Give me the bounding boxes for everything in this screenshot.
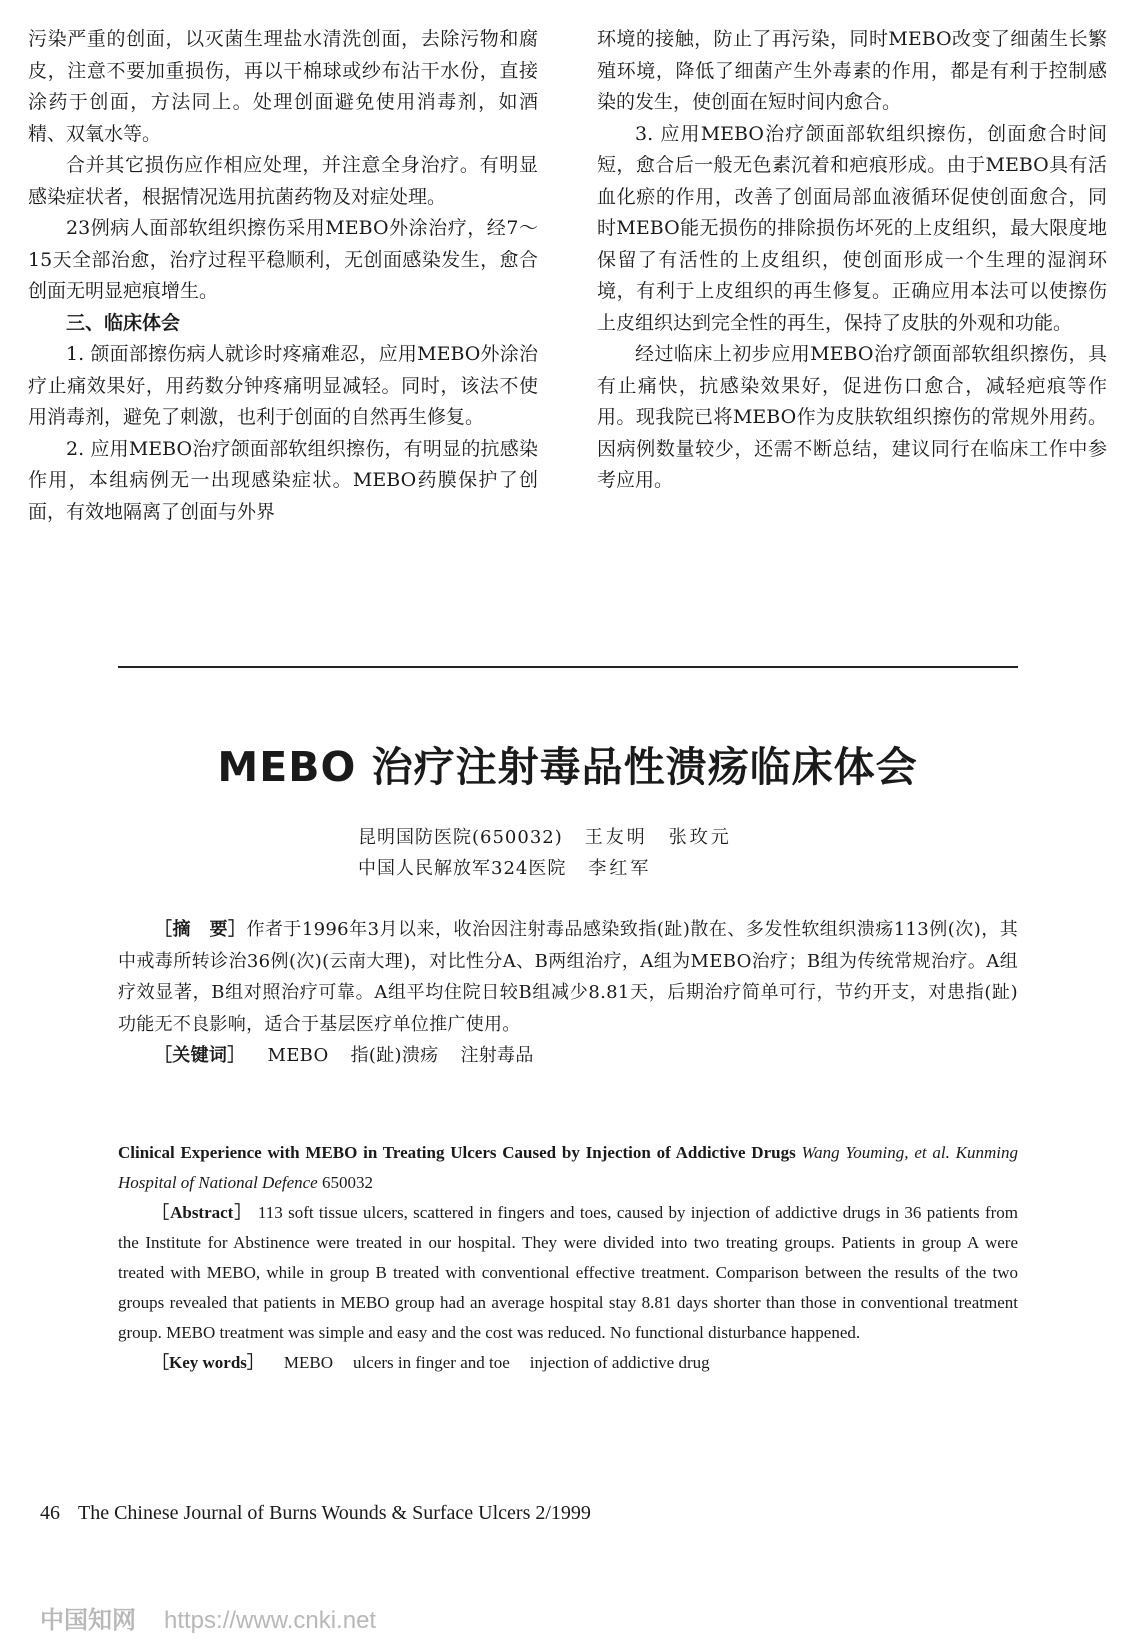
left-column bbox=[28, 24, 538, 528]
english-keyword: ulcers in finger and toe bbox=[353, 1353, 510, 1372]
keywords-label: ［关键词］ bbox=[154, 1045, 246, 1066]
paragraph: 2. 应用MEBO治疗颌面部软组织擦伤，有明显的抗感染作用，本组病例无一出现感染症状。MEBO药膜保护了创面，有效地隔离了创面与外界 bbox=[28, 437, 538, 523]
english-keyword: MEBO bbox=[283, 1353, 334, 1372]
paragraph: 1. 颌面部擦伤病人就诊时疼痛难忍，应用MEBO外涂治疗止痛效果好，用药数分钟疼痛明显减轻。同时，该法不使用消毒剂，避免了刺激，也利于创面的自然再生修复。 bbox=[28, 343, 538, 428]
keyword: 指(趾)溃疡 bbox=[350, 1045, 439, 1066]
abstract-text: 作者于1996年3月以来，收治因注射毒品感染致指(趾)散在、多发性软组织溃疡113例(次)，其中戒毒所转诊治36例(次)(云南大理)，对比性分A、B两组治疗，A组为MEBO治疗；B组为传统常规治疗。A组疗效显著，B组对照治疗可靠。A组平均住院日较B组减少8.81天，后期治疗简单可行，节约开支，对患指(趾)功能无不良影响，适合于基层医疗单位推广使用。 bbox=[118, 919, 1018, 1035]
author-names: 李红军 bbox=[588, 858, 652, 879]
paragraph: 合并其它损伤应作相应处理，并注意全身治疗。有明显感染症状者，根据情况选用抗菌药物及对症处理。 bbox=[28, 154, 538, 208]
section-heading: 三、临床体会 bbox=[66, 311, 181, 334]
english-keyword: injection of addictive drug bbox=[529, 1353, 710, 1372]
right-column bbox=[597, 24, 1107, 497]
english-institution: Kunming Hospital of National Defence bbox=[118, 1143, 1018, 1192]
journal-name: The Chinese Journal of Burns Wounds & Surface Ulcers 2/1999 bbox=[78, 1502, 591, 1524]
cnki-url: https://www.cnki.net bbox=[164, 1607, 377, 1634]
byline-1 bbox=[358, 824, 732, 852]
keyword: 注射毒品 bbox=[460, 1045, 534, 1066]
article-divider bbox=[118, 666, 1018, 668]
paragraph: 23例病人面部软组织擦伤采用MEBO外涂治疗，经7～15天全部治愈，治疗过程平稳顺利，无创面感染发生，愈合创面无明显疤痕增生。 bbox=[28, 217, 538, 302]
chinese-abstract bbox=[118, 914, 1018, 1072]
english-abstract bbox=[118, 1138, 1018, 1378]
english-keywords-label: ［Key words］ bbox=[152, 1353, 264, 1372]
cnki-watermark bbox=[40, 1600, 376, 1635]
article-title: MEBO 治疗注射毒品性溃疡临床体会 bbox=[217, 743, 918, 791]
keyword: MEBO bbox=[267, 1045, 329, 1066]
abstract-paragraph bbox=[118, 914, 1018, 1040]
affiliation: 中国人民解放军324医院 bbox=[358, 858, 567, 879]
abstract-label: ［摘 要］ bbox=[154, 919, 247, 940]
english-title: Clinical Experience with MEBO in Treating Ulcers Caused by Injection of Addictive Drugs bbox=[118, 1143, 796, 1162]
paragraph: 经过临床上初步应用MEBO治疗颌面部软组织擦伤，具有止痛快，抗感染效果好，促进伤口愈合，减轻疤痕等作用。现我院已将MEBO作为皮肤软组织擦伤的常规外用药。因病例数量较少，还需不断总结，建议同行在临床工作中参考应用。 bbox=[597, 343, 1107, 491]
affiliation: 昆明国防医院(650032) bbox=[358, 827, 563, 848]
page-number: 46 bbox=[40, 1502, 60, 1524]
paragraph: 环境的接触，防止了再污染，同时MEBO改变了细菌生长繁殖环境，降低了细菌产生外毒素的作用，都是有利于控制感染的发生，使创面在短时间内愈合。 bbox=[597, 28, 1107, 113]
english-abstract-label: ［Abstract］ bbox=[152, 1203, 253, 1222]
author-names: 王友明 张玫元 bbox=[584, 827, 732, 848]
keywords-line bbox=[118, 1040, 1018, 1072]
english-abstract-text: 113 soft tissue ulcers, scattered in fingers and toes, caused by injection of addictive drugs in 36 patients from the Institute for Abstinence were treated in our hospital. They were divided into two treating groups. Patients in group A were treated with MEBO, while in group B treated with conventional effective treatment. Comparison between the results of the two groups revealed that patients in MEBO group had an average hospital stay 8.81 days shorter than those in conventional treatment group. MEBO treatment was simple and easy and the cost was reduced. No functional disturbance happened. bbox=[118, 1203, 1019, 1342]
paragraph: 污染严重的创面，以灭菌生理盐水清洗创面，去除污物和腐皮，注意不要加重损伤，再以干棉球或纱布沾干水份，直接涂药于创面，方法同上。处理创面避免使用消毒剂，如酒精、双氧水等。 bbox=[28, 28, 538, 145]
paragraph: 3. 应用MEBO治疗颌面部软组织擦伤，创面愈合时间短，愈合后一般无色素沉着和疤痕形成。由于MEBO具有活血化瘀的作用，改善了创面局部血液循环促使创面愈合，同时MEBO能无损伤的排除损伤坏死的上皮组织，最大限度地保留了有活性的上皮组织，使创面形成一个生理的湿润环境，有利于上皮组织的再生修复。正确应用本法可以使擦伤上皮组织达到完全性的再生，保持了皮肤的外观和功能。 bbox=[597, 122, 1107, 334]
english-keywords-line bbox=[118, 1348, 1018, 1378]
byline-2 bbox=[358, 855, 651, 883]
english-postcode: 650032 bbox=[321, 1173, 373, 1192]
cnki-logo: 中国知网 bbox=[40, 1607, 136, 1634]
english-authors: Wang Youming, et al. bbox=[801, 1143, 950, 1162]
page-footer bbox=[40, 1502, 591, 1525]
english-heading bbox=[118, 1138, 1018, 1198]
english-abstract-paragraph bbox=[118, 1198, 1018, 1348]
